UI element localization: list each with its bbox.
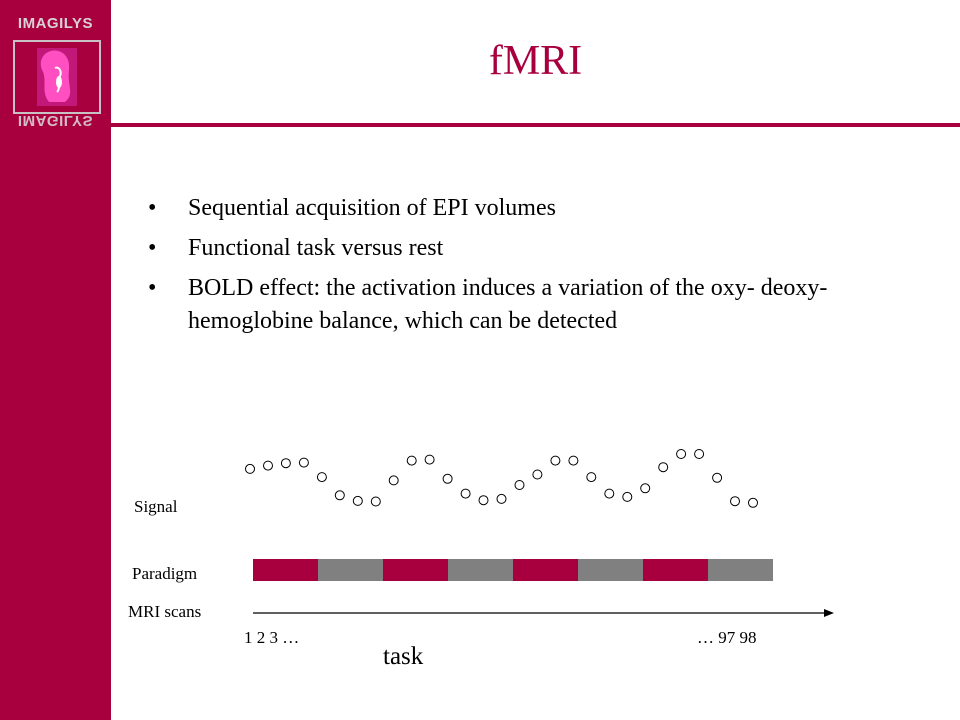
signal-point: [281, 459, 290, 468]
signal-point: [425, 455, 434, 464]
signal-point: [749, 498, 758, 507]
paradigm-block-task: [513, 559, 578, 581]
paradigm-block-rest: [578, 559, 643, 581]
paradigm-block-task: [383, 559, 448, 581]
signal-point: [677, 450, 686, 459]
signal-point: [461, 489, 470, 498]
logo-text-reflection: IMAGILYS: [17, 112, 94, 129]
signal-point: [695, 450, 704, 459]
scan-end-label: … 97 98: [697, 628, 757, 647]
signal-point: [353, 496, 362, 505]
signal-point: [605, 489, 614, 498]
paradigm-block-rest: [318, 559, 383, 581]
signal-point: [371, 497, 380, 506]
paradigm-bar: [253, 559, 773, 581]
signal-point: [641, 484, 650, 493]
bullet-dot-icon: •: [148, 235, 157, 261]
bullet-text: Sequential acquisition of EPI volumes: [188, 195, 556, 221]
signal-point: [587, 473, 596, 482]
paradigm-block-task: [253, 559, 318, 581]
paradigm-block-rest: [448, 559, 513, 581]
signal-point: [497, 494, 506, 503]
signal-point: [713, 473, 722, 482]
signal-point: [479, 496, 488, 505]
mri-scans-arrow: [253, 609, 834, 617]
signal-label: Signal: [134, 497, 178, 516]
bullet-dot-icon: •: [148, 275, 157, 301]
slide-title: fMRI: [488, 38, 583, 84]
paradigm-block-task: [643, 559, 708, 581]
logo-text: IMAGILYS: [17, 15, 94, 32]
signal-point: [407, 456, 416, 465]
signal-point: [246, 464, 255, 473]
signal-point: [335, 491, 344, 500]
signal-point: [389, 476, 398, 485]
signal-point: [443, 474, 452, 483]
mri-scans-label: MRI scans: [128, 602, 202, 621]
signal-point: [659, 463, 668, 472]
bullet-text: Functional task versus rest: [188, 235, 444, 261]
signal-point: [533, 470, 542, 479]
paradigm-block-rest: [708, 559, 773, 581]
signal-point: [264, 461, 273, 470]
scan-start-label: 1 2 3 …: [244, 628, 300, 647]
signal-series: [246, 450, 758, 508]
bullet-text: BOLD effect: the activation induces a variation of the oxy- deoxy-hemoglobine balance, which can be detected: [188, 275, 828, 334]
signal-point: [551, 456, 560, 465]
signal-point: [515, 481, 524, 490]
signal-point: [623, 492, 632, 501]
signal-point: [569, 456, 578, 465]
arrow-head-icon: [824, 609, 834, 617]
bullet-dot-icon: •: [148, 195, 157, 221]
task-label: task: [383, 643, 424, 670]
signal-point: [317, 473, 326, 482]
signal-point: [299, 458, 308, 467]
signal-point: [731, 497, 740, 506]
paradigm-label: Paradigm: [132, 564, 198, 583]
